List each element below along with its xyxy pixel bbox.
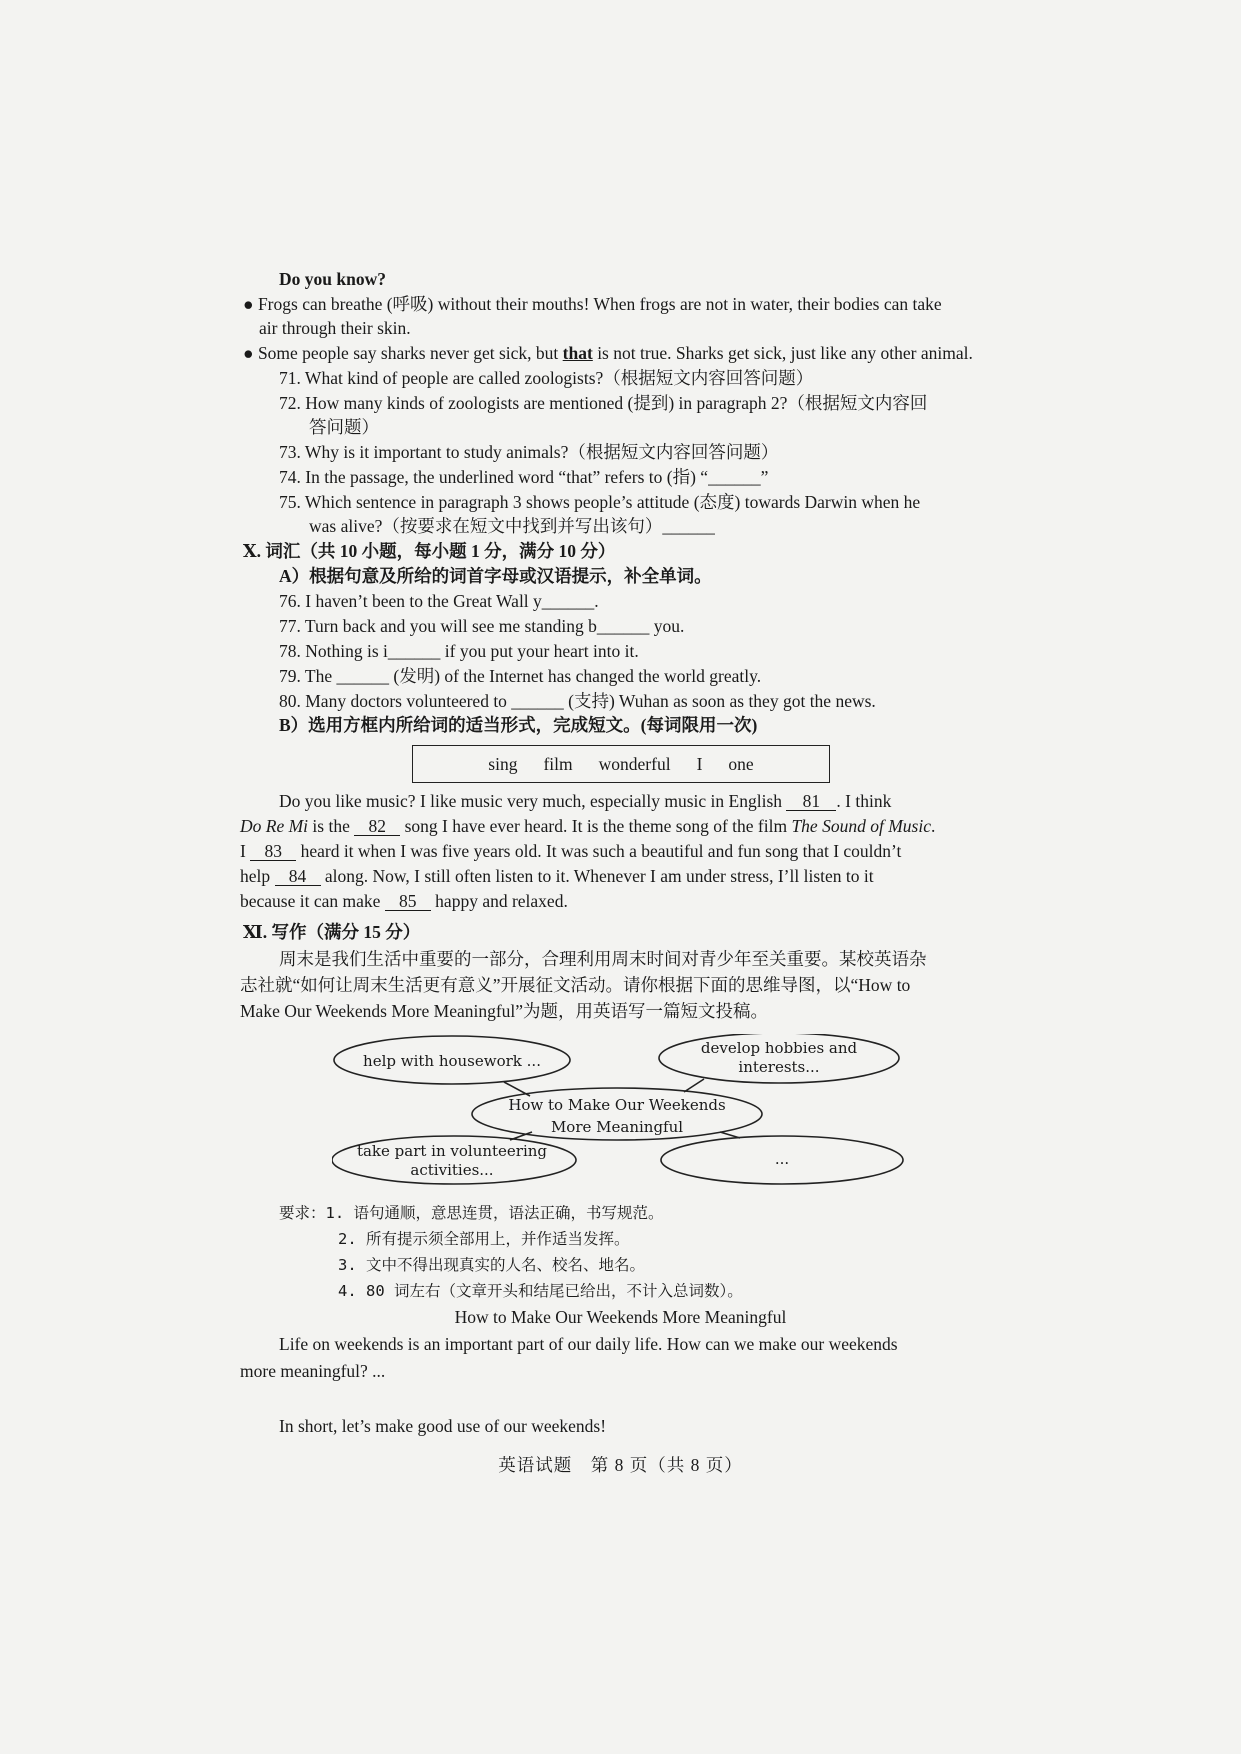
page-footer: 英语试题 第 8 页（共 8 页）	[498, 1455, 743, 1475]
writing-prompt-line1: 周末是我们生活中重要的一部分，合理利用周末时间对青少年至关重要。某校英语杂	[279, 949, 927, 969]
fact-frogs-line1: ● Frogs can breathe (呼吸) without their mouths! When frogs are not in water, their bodies can take	[243, 294, 942, 314]
passage-line3	[240, 840, 901, 862]
word-bank-item: sing	[488, 753, 518, 774]
vocab-part-b-instruction: B）选用方框内所给词的适当形式，完成短文。(每词限用一次)	[279, 715, 758, 735]
fact-sharks-pre: ● Some people say sharks never get sick, but	[243, 343, 563, 363]
question-76: 76. I haven’t been to the Great Wall y______.	[279, 591, 599, 611]
question-73: 73. Why is it important to study animals?（根据短文内容回答问题）	[279, 442, 779, 462]
song-title: Do Re Mi	[240, 816, 309, 836]
film-title: The Sound of Music	[791, 816, 931, 836]
mindmap-connector	[504, 1082, 530, 1096]
writing-prompt-line3: Make Our Weekends More Meaningful”为题，用英语写一篇短文投稿。	[240, 1001, 769, 1021]
writing-section-header: Ⅺ. 写作（满分 15 分）	[243, 922, 421, 942]
mindmap-connector	[720, 1132, 740, 1138]
question-75-line2: was alive?（按要求在短文中找到并写出该句）______	[309, 516, 715, 536]
blank-81: 81	[786, 792, 836, 811]
writing-prompt-line2: 志社就“如何让周末生活更有意义”开展征文活动。请你根据下面的思维导图，以“How to	[240, 975, 911, 995]
requirement-1: 要求：1. 语句通顺，意思连贯，语法正确，书写规范。	[279, 1204, 664, 1222]
essay-title: How to Make Our Weekends More Meaningful	[454, 1307, 787, 1327]
passage-text: help	[240, 866, 275, 886]
question-79: 79. The ______ (发明) of the Internet has changed the world greatly.	[279, 666, 762, 686]
word-bank-item: I	[696, 753, 703, 774]
question-75-line1: 75. Which sentence in paragraph 3 shows people’s attitude (态度) towards Darwin when he	[279, 492, 921, 512]
mind-map	[332, 1034, 910, 1196]
blank-84: 84	[275, 867, 321, 886]
word-bank-item: film	[543, 753, 573, 774]
passage-text: Do you like music? I like music very much, especially music in English	[279, 791, 787, 811]
vocab-part-a-instruction: A）根据句意及所给的词首字母或汉语提示，补全单词。	[279, 566, 712, 586]
mindmap-label: More Meaningful	[550, 1118, 684, 1136]
passage-line2	[240, 815, 935, 837]
passage-text: along. Now, I still often listen to it. Whenever I am under stress, I’ll listen to it	[320, 866, 874, 886]
mindmap-label: ...	[774, 1150, 790, 1168]
fact-sharks	[243, 342, 973, 364]
passage-text: .	[930, 816, 936, 836]
passage-text: happy and relaxed.	[430, 891, 568, 911]
question-77: 77. Turn back and you will see me standing b______ you.	[279, 616, 685, 636]
passage-text: . I think	[836, 791, 892, 811]
underlined-that: that	[562, 343, 593, 363]
question-74: 74. In the passage, the underlined word “that” refers to (指) “______”	[279, 467, 769, 487]
essay-opening-line1: Life on weekends is an important part of our daily life. How can we make our weekends	[279, 1334, 898, 1354]
requirement-2: 2. 所有提示须全部用上，并作适当发挥。	[338, 1230, 630, 1248]
mindmap-label: help with housework ...	[363, 1052, 541, 1070]
blank-85: 85	[385, 892, 431, 911]
passage-text: because it can make	[240, 891, 385, 911]
essay-closing: In short, let’s make good use of our weekends!	[279, 1416, 607, 1436]
word-bank-box	[412, 745, 830, 783]
question-80: 80. Many doctors volunteered to ______ (支持) Wuhan as soon as they got the news.	[279, 691, 876, 711]
essay-opening-line2: more meaningful? ...	[240, 1361, 386, 1381]
passage-text: song I have ever heard. It is the theme song of the film	[400, 816, 792, 836]
word-bank-item: one	[728, 753, 754, 774]
mindmap-label: take part in volunteering	[356, 1142, 548, 1160]
passage-line4	[240, 865, 874, 887]
question-72-line1: 72. How many kinds of zoologists are mentioned (提到) in paragraph 2?（根据短文内容回	[279, 393, 928, 413]
mindmap-label: interests...	[738, 1058, 820, 1076]
passage-text: heard it when I was five years old. It was such a beautiful and fun song that I couldn’t	[296, 841, 902, 861]
word-bank-item: wonderful	[598, 753, 671, 774]
passage-line1	[279, 790, 891, 812]
blank-83: 83	[250, 842, 296, 861]
vocab-section-header: Ⅹ. 词汇（共 10 小题，每小题 1 分，满分 10 分）	[243, 541, 616, 561]
passage-text: is the	[308, 816, 355, 836]
mindmap-label: How to Make Our Weekends	[508, 1096, 726, 1114]
do-you-know-title: Do you know?	[279, 269, 386, 289]
requirement-3: 3. 文中不得出现真实的人名、校名、地名。	[338, 1256, 645, 1274]
mindmap-connector	[684, 1079, 704, 1092]
mindmap-label: develop hobbies and	[700, 1039, 858, 1057]
blank-82: 82	[354, 817, 400, 836]
fact-frogs-line2: air through their skin.	[259, 318, 411, 338]
question-71: 71. What kind of people are called zoologists?（根据短文内容回答问题）	[279, 368, 814, 388]
question-72-line2: 答问题）	[309, 417, 379, 437]
requirement-4: 4. 80 词左右（文章开头和结尾已给出，不计入总词数）。	[338, 1282, 743, 1300]
passage-line5	[240, 890, 568, 912]
passage-text: I	[240, 841, 251, 861]
fact-sharks-post: is not true. Sharks get sick, just like any other animal.	[592, 343, 973, 363]
question-78: 78. Nothing is i______ if you put your heart into it.	[279, 641, 639, 661]
mindmap-label: activities...	[410, 1161, 494, 1179]
